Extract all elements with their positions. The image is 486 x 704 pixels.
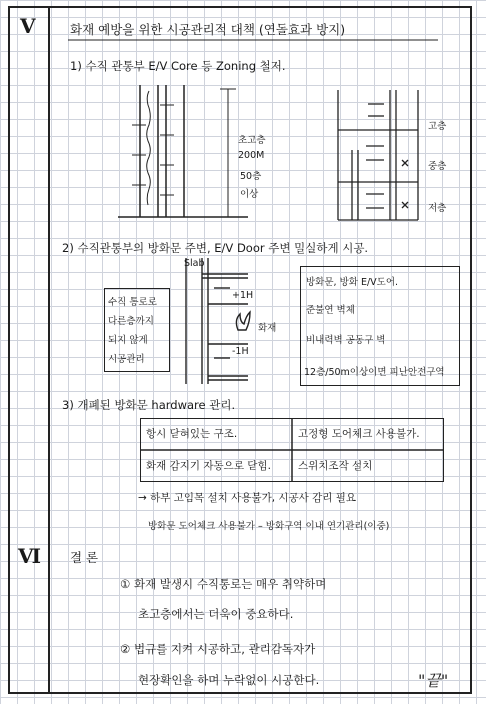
left-diag-label-4: 이상	[240, 189, 259, 200]
section-v-numeral: Ⅴ	[20, 14, 36, 38]
left-diag-label-2: 200M	[238, 150, 265, 161]
table-cell-r2c1: 화재 감지기 자동으로 닫힘.	[146, 460, 271, 472]
conclusion-line-2: 초고층에서는 더욱이 중요하다.	[138, 607, 294, 621]
section-vi-title: 결 론	[70, 550, 99, 565]
right-diag-label-high: 고층	[428, 121, 447, 132]
item1-heading: 1) 수직 관통부 E/V Core 등 Zoning 철저.	[70, 59, 286, 73]
margin-line	[48, 6, 50, 694]
left-diag-label-3: 50층	[240, 171, 262, 182]
left-diag-label-1: 초고층	[238, 135, 266, 146]
right-box-line-2: 준불연 벽체	[306, 305, 355, 316]
conclusion-line-1: ① 화재 발생시 수직통로는 매우 취약하며	[120, 577, 327, 591]
right-box-line-4: 12층/50m이상이면 피난안전구역	[304, 367, 445, 378]
diag-label-plus1h: +1H	[232, 290, 254, 301]
item3-note-2: 방화문 도어체크 사용불가 – 방화구역 이내 연기관리(이중)	[148, 521, 390, 532]
table-cell-r1c2: 고정형 도어체크 사용불가.	[298, 428, 420, 440]
end-mark: "끝"	[418, 671, 449, 690]
conclusion-line-3: ② 법규를 지켜 시공하고, 관리감독자가	[120, 642, 316, 656]
right-box-line-3: 비내력벽 공동구 벽	[306, 335, 386, 346]
conclusion-line-4: 현장확인을 하며 누락없이 시공한다.	[138, 673, 320, 687]
item3-heading: 3) 개폐된 방화문 hardware 관리.	[62, 398, 236, 412]
title-underline	[68, 38, 448, 42]
diag-label-slab: Slab	[184, 258, 205, 269]
right-diag-label-low: 저층	[428, 203, 447, 214]
item2-heading: 2) 수직관통부의 방화문 주변, E/V Door 주변 밀실하게 시공.	[62, 241, 369, 255]
left-box-line-2: 다른층까지	[108, 316, 154, 327]
left-box-line-1: 수직 통로로	[108, 297, 157, 308]
left-box-line-4: 시공관리	[108, 354, 145, 365]
table-cell-r2c2: 스위치조작 설치	[298, 460, 373, 472]
left-box-line-3: 되지 않게	[108, 335, 148, 346]
right-diag-label-mid: 중층	[428, 161, 447, 172]
diag-label-fire: 화재	[258, 323, 277, 334]
table-cell-r1c1: 항시 닫혀있는 구조.	[146, 428, 238, 440]
diag-label-minus1h: -1H	[232, 346, 249, 357]
section-v-title: 화재 예방을 위한 시공관리적 대책 (연돌효과 방지)	[70, 22, 346, 37]
section-vi-numeral: Ⅵ	[18, 544, 41, 568]
item3-note-1: → 하부 고임목 설치 사용불가, 시공사 감리 필요	[138, 492, 357, 504]
right-box-line-1: 방화문, 방화 E/V도어.	[306, 277, 399, 288]
